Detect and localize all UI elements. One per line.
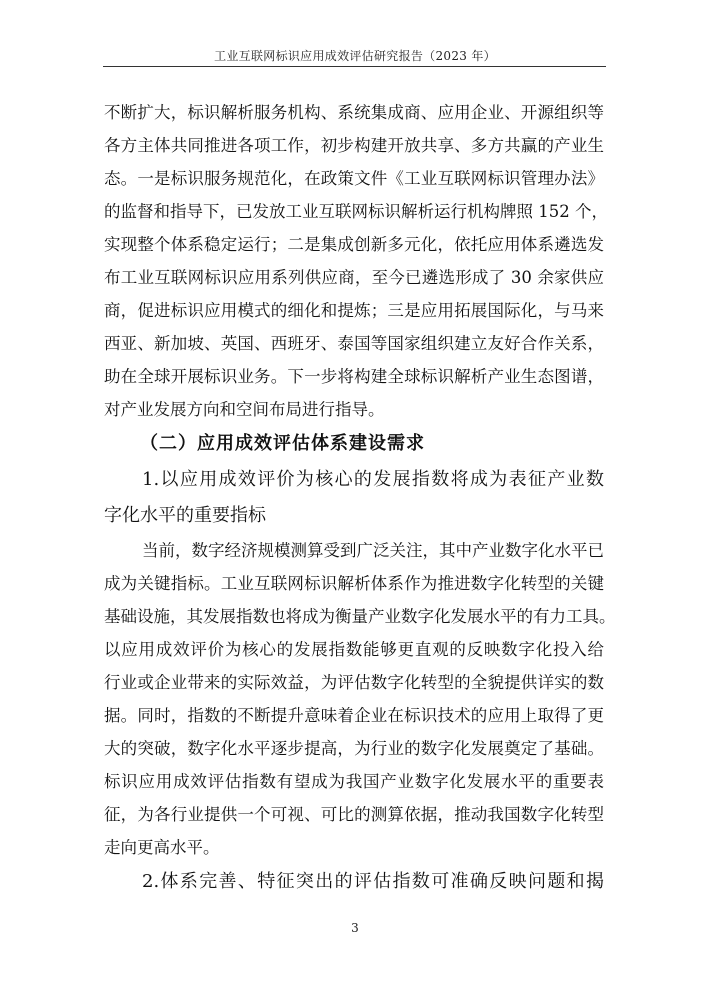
text-line: 标识应用成效评估指数有望成为我国产业数字化发展水平的重要表 bbox=[104, 772, 604, 791]
text-line: 实现整个体系稳定运行；二是集成创新多元化，依托应用体系遴选发 bbox=[104, 235, 604, 254]
text-line: 大的突破，数字化水平逐步提高，为行业的数字化发展奠定了基础。 bbox=[104, 739, 604, 758]
subsection-heading-line: 字化水平的重要指标 bbox=[104, 505, 266, 526]
text-line: 布工业互联网标识应用系列供应商，至今已遴选形成了 30 余家供应 bbox=[104, 268, 604, 287]
subsection-heading-line: 1.以应用成效评价为核心的发展指数将成为表征产业数 bbox=[142, 469, 604, 490]
text-line: 当前，数字经济规模测算受到广泛关注，其中产业数字化水平已 bbox=[142, 541, 604, 560]
text-line: 态。一是标识服务规范化，在政策文件《工业互联网标识管理办法》 bbox=[104, 169, 604, 188]
text-line: 对产业发展方向和空间布局进行指导。 bbox=[104, 400, 385, 419]
text-line: 商，促进标识应用模式的细化和提炼；三是应用拓展国际化，与马来 bbox=[104, 301, 604, 320]
text-line: 据。同时，指数的不断提升意味着企业在标识技术的应用上取得了更 bbox=[104, 706, 604, 725]
text-line: 以应用成效评价为核心的发展指数能够更直观的反映数字化投入给 bbox=[104, 640, 604, 659]
subsection-heading-1 bbox=[104, 462, 604, 534]
header-rule bbox=[103, 66, 606, 67]
text-line: 基础设施，其发展指数也将成为衡量产业数字化发展水平的有力工具。 bbox=[104, 607, 616, 626]
subsection-heading-2 bbox=[104, 864, 604, 900]
paragraph-2 bbox=[104, 534, 616, 864]
text-line: 行业或企业带来的实际效益，为评估数字化转型的全貌提供详实的数 bbox=[104, 673, 604, 692]
text-line: 西亚、新加坡、英国、西班牙、泰国等国家组织建立友好合作关系， bbox=[104, 334, 604, 353]
text-line: 助在全球开展标识业务。下一步将构建全球标识解析产业生态图谱， bbox=[104, 367, 604, 386]
text-line: 征，为各行业提供一个可视、可比的测算依据，推动我国数字化转型 bbox=[104, 805, 604, 824]
text-line: 走向更高水平。 bbox=[104, 838, 220, 857]
paragraph-1 bbox=[104, 96, 608, 426]
text-line: 各方主体共同推进各项工作，初步构建开放共享、多方共赢的产业生 bbox=[104, 136, 604, 155]
running-header: 工业互联网标识应用成效评估研究报告（2023 年） bbox=[214, 49, 496, 63]
page-body bbox=[104, 96, 616, 900]
text-line: 的监督和指导下，已发放工业互联网标识解析运行机构牌照 152 个， bbox=[104, 202, 608, 221]
section-heading: （二）应用成效评估体系建设需求 bbox=[140, 433, 425, 454]
text-line: 成为关键指标。工业互联网标识解析体系作为推进数字化转型的关键 bbox=[104, 574, 604, 593]
page-number: 3 bbox=[351, 921, 359, 935]
subsection-heading-line: 2.体系完善、特征突出的评估指数可准确反映问题和揭 bbox=[142, 871, 604, 892]
text-line: 不断扩大，标识解析服务机构、系统集成商、应用企业、开源组织等 bbox=[104, 103, 604, 122]
